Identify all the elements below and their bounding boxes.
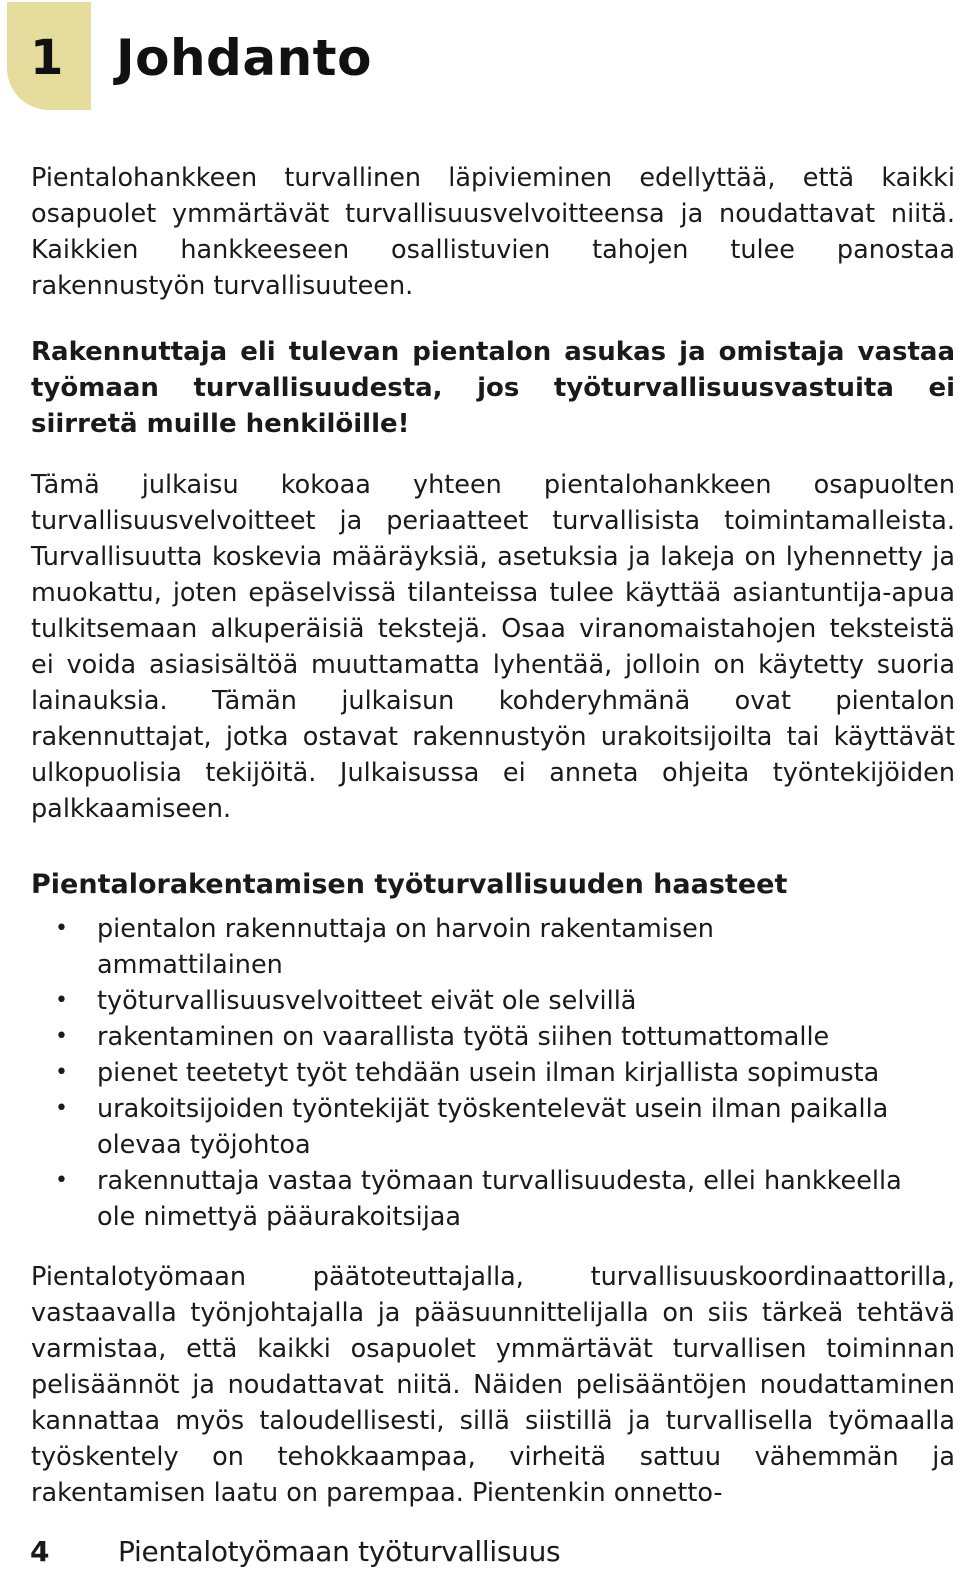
chapter-number: 1 [30, 30, 64, 86]
closing-paragraph: Pientalotyömaan päätoteuttajalla, turvallisuuskoordinaattorilla, vastaavalla työnjohtajalla ja pääsuunnittelijalla on siis tärkeä tehtävä varmistaa, että kaikki osapuolet ymmärtävät turvallisen toiminnan pelisäännöt ja noudattavat niitä. Näiden pelisääntöjen noudattaminen kannattaa myös taloudellisesti, sillä siistillä ja turvallisella työmaalla työskentely on tehokkaampaa, virheitä sattuu vähemmän ja rakentamisen laatu on parempaa. Pientenkin onnetto- [31, 1262, 955, 1508]
bullet-icon: • [55, 988, 68, 1013]
publication-paragraph: Tämä julkaisu kokoaa yhteen pientalohankkeen osapuolten turvallisuusvelvoitteet ja periaatteet turvallisista toimintamalleista. Turvallisuutta koskevia määräyksiä, asetuksia ja lakeja on lyhennetty ja muokattu, joten epäselvissä tilanteissa tulee käyttää asiantuntija-apua tulkitsemaan alkuperäisiä tekstejä. Osaa viranomaistahojen teksteistä ei voida asiasisältöä muuttamatta lyhentää, jolloin on käytetty suoria lainauksia. Tämän julkaisun kohderyhmänä ovat pientalon rakennuttajat, jotka ostavat rakennustyön urakoitsijoilta tai käyttävät ulkopuolisia tekijöitä. Julkaisussa ei anneta ohjeita työntekijöiden palkkaamiseen. [31, 470, 955, 824]
page-footer [30, 1530, 930, 1574]
list-item-text: urakoitsijoiden työntekijät työskentelevät usein ilman paikalla olevaa työjohtoa [97, 1094, 889, 1160]
page-number: 4 [30, 1535, 50, 1568]
chapter-title: Johdanto [116, 29, 372, 87]
bullet-icon: • [55, 1060, 68, 1085]
list-item [31, 911, 907, 983]
bullet-icon: • [55, 1024, 68, 1049]
list-item-text: rakennuttaja vastaa työmaan turvallisuudesta, ellei hankkeella ole nimettyä pääurakoitsijaa [97, 1166, 902, 1232]
intro-paragraph: Pientalohankkeen turvallinen läpivieminen edellyttää, että kaikki osapuolet ymmärtävät turvallisuusvelvoitteensa ja noudattavat niitä. Kaikkien hankkeeseen osallistuvien tahojen tulee panostaa rakennustyön turvallisuuteen. [31, 163, 955, 301]
running-title: Pientalotyömaan työturvallisuus [118, 1535, 561, 1568]
list-item [31, 1163, 907, 1235]
emphasis-paragraph: Rakennuttaja eli tulevan pientalon asukas ja omistaja vastaa työmaan turvallisuudesta, jos työturvallisuusvastuita ei siirretä muille henkilöille! [31, 337, 955, 439]
list-item [31, 1091, 907, 1163]
challenges-heading: Pientalorakentamisen työturvallisuuden haasteet [31, 869, 788, 900]
list-item [31, 1055, 907, 1091]
challenges-list [31, 911, 955, 1235]
list-item-text: pienet teetetyt työt tehdään usein ilman kirjallista sopimusta [97, 1058, 880, 1088]
bullet-icon: • [55, 1096, 68, 1121]
list-item-text: rakentaminen on vaarallista työtä siihen tottumattomalle [97, 1022, 830, 1052]
list-item-text: työturvallisuusvelvoitteet eivät ole selvillä [97, 986, 637, 1016]
chapter-header [0, 0, 960, 115]
bullet-icon: • [55, 916, 68, 941]
list-item-text: pientalon rakennuttaja on harvoin rakentamisen ammattilainen [97, 914, 714, 980]
bullet-icon: • [55, 1168, 68, 1193]
list-item [31, 983, 907, 1019]
page-content [31, 160, 955, 1511]
list-item [31, 1019, 907, 1055]
